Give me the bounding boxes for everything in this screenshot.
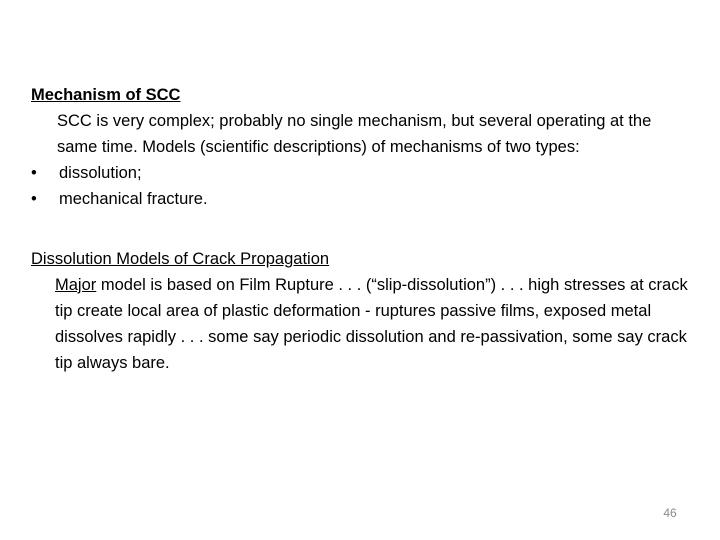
intro-paragraph: [31, 108, 696, 160]
emphasis-major: Major: [55, 276, 97, 294]
bullet-item-dissolution: [31, 160, 696, 186]
page-number: 46: [663, 506, 677, 520]
section-dissolution-models: [31, 246, 696, 376]
body-paragraph: [31, 272, 696, 376]
bullet-icon: •: [31, 190, 37, 208]
section-scc-mechanism: [31, 82, 696, 212]
intro-text: SCC is very complex; probably no single mechanism, but several operating at the same time. Models (scientific descriptions) of mechanisms of two types:: [57, 112, 652, 156]
section-heading: Mechanism of SCC: [31, 86, 181, 104]
bullet-text: dissolution;: [59, 164, 142, 182]
bullet-text: mechanical fracture.: [59, 190, 208, 208]
bullet-icon: •: [31, 164, 37, 182]
bullet-item-mechanical-fracture: [31, 186, 696, 212]
section-heading: Dissolution Models of Crack Propagation: [31, 250, 330, 268]
body-text: model is based on Film Rupture . . . (“slip-dissolution”) . . . high stresses at crack tip create local area of plastic deformation - ruptures passive films, exposed metal dissolves rapidly . . . some say periodic dissolution and re-passivation, some say crack tip always bare.: [55, 276, 688, 372]
